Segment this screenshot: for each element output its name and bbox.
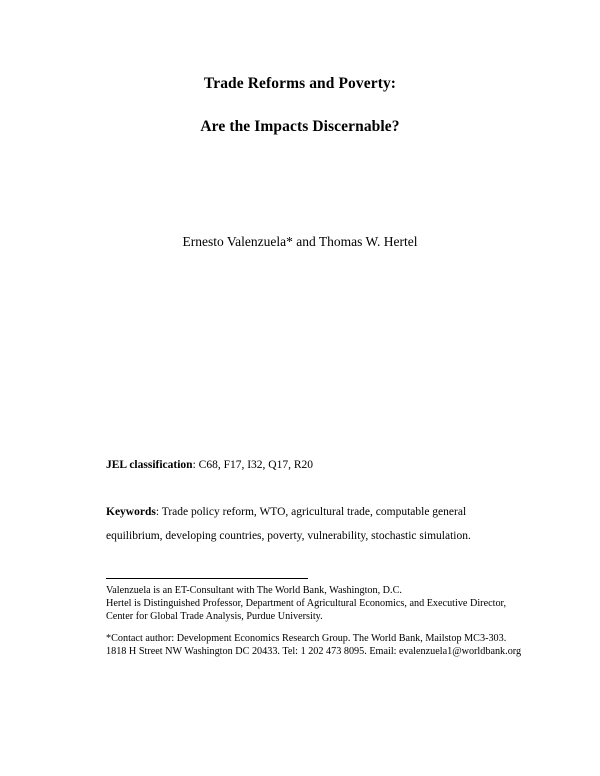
- jel-value: : C68, F17, I32, Q17, R20: [192, 459, 314, 471]
- footnote-contact-text: *Contact author: Development Economics Research Group. The World Bank, Mailstop MC3-303. 1818 H Street NW Washington DC 20433. Tel: 1 202 473 8095. Email: evalenzuela1@worldbank.org: [106, 633, 522, 657]
- title-line-2: Are the Impacts Discernable?: [200, 118, 400, 135]
- keywords-value: : Trade policy reform, WTO, agricultural trade, computable general equilibrium, developing countries, poverty, vulnerability, stochastic simulation.: [106, 506, 471, 542]
- footnote-divider: [106, 578, 308, 579]
- footnote-affiliation-2: Hertel is Distinguished Professor, Department of Agricultural Economics, and Executive Director, Center for Global Trade Analysis, Purdue University.: [106, 598, 507, 622]
- authors: Ernesto Valenzuela* and Thomas W. Hertel: [182, 234, 418, 249]
- jel-classification: [106, 459, 313, 471]
- footnote-affiliations: [106, 584, 526, 623]
- jel-label: JEL classification: [106, 459, 193, 471]
- keywords-label: Keywords: [106, 506, 156, 518]
- title-line-1: Trade Reforms and Poverty:: [203, 75, 397, 92]
- footnote-affiliation-1: Valenzuela is an ET-Consultant with The World Bank, Washington, D.C.: [106, 585, 402, 596]
- keywords: [106, 500, 516, 548]
- footnote-contact: [106, 632, 526, 658]
